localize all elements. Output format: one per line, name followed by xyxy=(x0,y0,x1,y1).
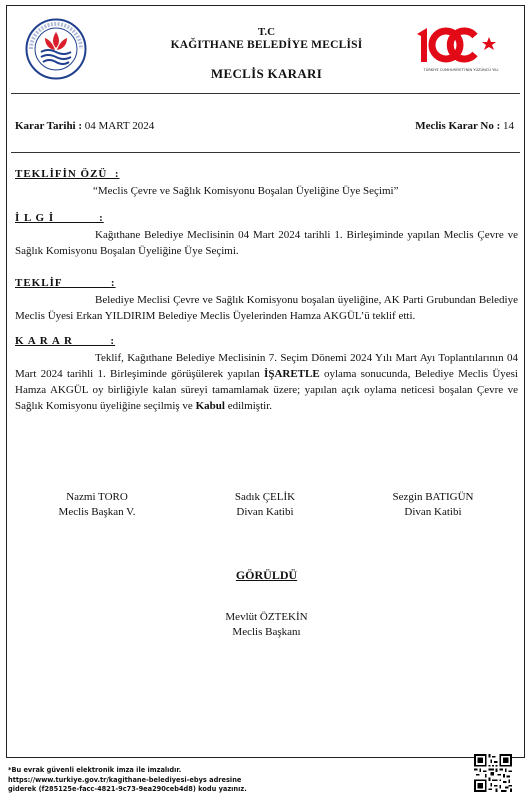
e-signature-notice xyxy=(8,766,268,795)
approval-heading: GÖRÜLDÜ xyxy=(235,568,298,582)
signature-block-1 xyxy=(17,490,177,519)
summary-text: “Meclis Çevre ve Sağlık Komisyonu Boşalan Üyeliğine Üye Seçimi” xyxy=(93,185,399,197)
section-heading-decision: K A R A R : xyxy=(15,335,116,347)
centennial-caption: TÜRKİYE CUMHURİYETİ'NİN YÜZÜNCÜ YILI xyxy=(423,68,499,72)
section-heading-reference: İ L G İ : xyxy=(15,212,104,224)
decision-text: Teklif, Kağıthane Belediye Meclisinin 7. Seçim Dönemi 2024 Yılı Mart Ayı Toplantılarının 04 Mart 2024 tarihli 1. Birleşiminde görüşülerek yapılan İŞARETLE oylama sonucunda, Belediye Meclis Üyesi Hamza AKGÜL oy birliğiyle kalan süreyi tamamlamak üzere; yapılan açık oylama neticesi boşalan Çevre ve Sağlık Komisyonu üyeliğine seçilmiş ve Kabul edilmiştir. xyxy=(15,352,518,412)
section-heading-proposal: TEKLİF : xyxy=(15,277,116,289)
decision-date xyxy=(15,120,154,132)
meta-rule xyxy=(11,152,520,153)
signature-name: Sezgin BATIGÜN xyxy=(392,491,474,503)
footer-line-1: *Bu evrak güvenli elektronik imza ile imzalıdır. xyxy=(8,766,182,774)
decision-date-label: Karar Tarihi : xyxy=(15,120,83,132)
approval-name: Mevlüt ÖZTEKİN xyxy=(225,611,308,623)
footer-line-2[interactable]: https://www.turkiye.gov.tr/kagithane-belediyesi-ebys adresine xyxy=(8,775,242,784)
signature-block-2 xyxy=(185,490,345,519)
signature-title: Meclis Başkan V. xyxy=(58,505,136,518)
decision-number-label: Meclis Karar No : xyxy=(415,120,501,132)
document-page xyxy=(6,5,525,758)
signature-title: Divan Katibi xyxy=(236,505,294,518)
footer-line-3: giderek (f285125e-facc-4821-9c73-9ea290ceb4d8) kodu yazınız. xyxy=(8,785,247,793)
signature-name: Nazmi TORO xyxy=(66,491,128,503)
proposal-text: Belediye Meclisi Çevre ve Sağlık Komisyonu boşalan üyeliğine, AK Parti Grubundan Belediye Meclis Üyesi Erkan YILDIRIM Belediye Meclis Üyelerinden Hamza AKGÜL’ü teklif etti. xyxy=(15,294,518,322)
signature-title: Divan Katibi xyxy=(404,505,462,518)
section-heading-summary: TEKLİFİN ÖZÜ : xyxy=(15,168,120,180)
qr-code xyxy=(474,754,512,792)
header-rule xyxy=(11,93,520,94)
decision-number-value: 14 xyxy=(500,120,514,132)
signature-block-3 xyxy=(353,490,513,519)
header-institution: KAĞITHANE BELEDİYE MECLİSİ xyxy=(170,39,363,51)
header-tc: T.C xyxy=(257,26,276,38)
approval-title: Meclis Başkanı xyxy=(232,626,301,638)
header-title: MECLİS KARARI xyxy=(210,66,323,81)
reference-text: Kağıthane Belediye Meclisinin 04 Mart 2024 tarihli 1. Birleşiminde yapılan Meclis Çevre ve Sağlık Komisyonu Boşalan Üyeliğine Üye Seçimi. xyxy=(15,229,518,257)
decision-date-value: 04 MART 2024 xyxy=(82,120,155,132)
signature-name: Sadık ÇELİK xyxy=(234,491,296,503)
decision-number xyxy=(415,120,514,132)
